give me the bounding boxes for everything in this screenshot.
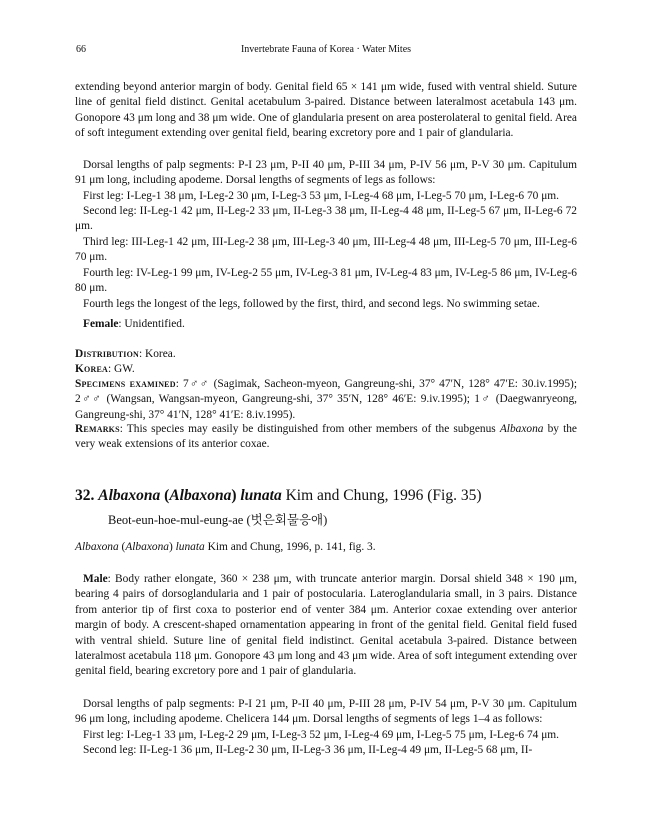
species-paren-open: ( <box>160 487 170 504</box>
citation-paren-close: ) <box>168 541 176 553</box>
remarks-text: : This species may easily be distinguished from other members of the subgenus <box>119 423 500 435</box>
page-number: 66 <box>76 44 86 55</box>
korea-label: Korea <box>75 363 108 375</box>
citation-rest: Kim and Chung, 1996, p. 141, fig. 3. <box>204 541 376 553</box>
male-leg-line-first: First leg: I-Leg-1 33 μm, I-Leg-2 29 μm, I-Leg-3 52 μm, I-Leg-4 69 μm, I-Leg-5 75 μm, I-Leg-6 74 μm. <box>83 729 560 741</box>
remarks-genus: Albaxona <box>499 423 544 435</box>
species-paren-close: ) <box>231 487 237 504</box>
female-line <box>75 317 577 332</box>
korea-text: : GW. <box>107 363 135 375</box>
palp-paragraph: Dorsal lengths of palp segments: P-I 23 μm, P-II 40 μm, P-III 34 μm, P-IV 56 μm, P-V 30 μm. Capitulum 91 μm long, including apodeme. Dorsal lengths of segments of legs as follows: <box>75 159 577 187</box>
leg-line-fourth: Fourth leg: IV-Leg-1 99 μm, IV-Leg-2 55 μm, IV-Leg-3 81 μm, IV-Leg-4 83 μm, IV-Leg-5 86 μm, IV-Leg-6 80 μm. <box>75 267 577 295</box>
citation-epithet: lunata <box>175 541 205 553</box>
specimens-label: Specimens examined <box>75 378 176 390</box>
species-number: 32. <box>75 487 95 504</box>
distribution-label: Distribution <box>75 348 139 360</box>
remarks-label: Remarks <box>75 423 120 435</box>
specimens-paragraph <box>75 377 577 423</box>
male-text: : Body rather elongate, 360 × 238 μm, with truncate anterior margin. Dorsal shield 348 × 190 μm, bearing 4 pairs of dorsoglandularia and 1 pair of postocularia. Lateroglandularia small, in 3 pairs. Distance from anterior tip of first coxa to posterior end of venter 384 μm. Anterior coxae extending over anterior margin of body. A crescent-shaped ornamentation appearing in front of the genital field. Genital field fused with ventral shield. Suture line of genital field indistinct. Genital acetabula 3-paired. Distance between lateralmost acetabula 118 μm. Gonopore 43 μm long and 43 μm wide. Area of soft integument extending over genital field, bearing excretory pore and 1 pair of glandularia. <box>75 573 577 678</box>
distribution-line <box>75 347 577 362</box>
male-paragraph <box>75 572 577 680</box>
species-subgenus: Albaxona <box>169 487 232 504</box>
species-heading <box>75 487 595 505</box>
body-paragraph: extending beyond anterior margin of body. Genital field 65 × 141 μm wide, fused with ventral shield. Suture line of genital field distinct. Genital acetabulum 3-paired. Distance between lateralmost acetabula 143 μm. Gonopore 43 μm long and 38 μm wide. One of glandularia present on area posterolateral to genital field. Area of soft integument extending over genital field, bearing excretory pore and 1 pair of glandularia. <box>75 81 577 140</box>
distribution-text: : Korea. <box>138 348 176 360</box>
remarks-paragraph <box>75 422 577 453</box>
leg-line-third: Third leg: III-Leg-1 42 μm, III-Leg-2 38 μm, III-Leg-3 40 μm, III-Leg-4 48 μm, III-Leg-5 70 μm, III-Leg-6 70 μm. <box>75 236 577 264</box>
page-header <box>76 44 576 58</box>
legs-note: Fourth legs the longest of the legs, followed by the first, third, and second legs. No swimming setae. <box>83 298 540 310</box>
species-authority: Kim and Chung, 1996 (Fig. 35) <box>281 487 482 504</box>
citation-paren: ( <box>118 541 126 553</box>
remarks-text-end: by the very weak extensions of its anterior coxae. <box>75 423 577 451</box>
leg-line-first: First leg: I-Leg-1 38 μm, I-Leg-2 30 μm, I-Leg-3 53 μm, I-Leg-4 68 μm, I-Leg-5 70 μm, I-Leg-6 70 μm. <box>83 190 560 202</box>
citation-subgenus: Albaxona <box>125 541 169 553</box>
male-leg-line-second: Second leg: II-Leg-1 36 μm, II-Leg-2 30 μm, II-Leg-3 36 μm, II-Leg-4 49 μm, II-Leg-5 68 μm, II- <box>83 744 533 756</box>
species-genus: Albaxona <box>98 487 161 504</box>
citation-line <box>75 540 577 555</box>
specimens-text: : 7♂♂ (Sagimak, Sacheon-myeon, Gangreung-shi, 37° 47′N, 128° 47′E: 30.iv.1995); 2♂♂ (Wangsan, Wangsan-myeon, Gangreung-shi, 37° 35′N, 128° 46′E: 9.iv.1995); 1♂ (Daegwanryeong, Gangreung-shi, 37° 41′N, 128° 41′E: 8.iv.1995). <box>75 378 577 421</box>
male-palp-paragraph: Dorsal lengths of palp segments: P-I 21 μm, P-II 40 μm, P-III 28 μm, P-IV 54 μm, P-V 30 μm. Capitulum 96 μm long, including apodeme. Chelicera 144 μm. Dorsal lengths of segments of legs 1–4 as follows: <box>75 698 577 726</box>
female-label: Female <box>83 318 119 330</box>
leg-line-second: Second leg: II-Leg-1 42 μm, II-Leg-2 33 μm, II-Leg-3 38 μm, II-Leg-4 48 μm, II-Leg-5 67 μm, II-Leg-6 72 μm. <box>75 205 577 233</box>
male-label: Male <box>83 573 108 585</box>
female-text: : Unidentified. <box>118 318 185 330</box>
running-title: Invertebrate Fauna of Korea · Water Mites <box>240 44 412 55</box>
species-epithet: lunata <box>236 487 282 504</box>
korean-name: Beot-eun-hoe-mul-eung-ae (벗은회물응애) <box>108 513 328 527</box>
korea-line <box>75 362 577 377</box>
citation-genus: Albaxona <box>75 541 119 553</box>
